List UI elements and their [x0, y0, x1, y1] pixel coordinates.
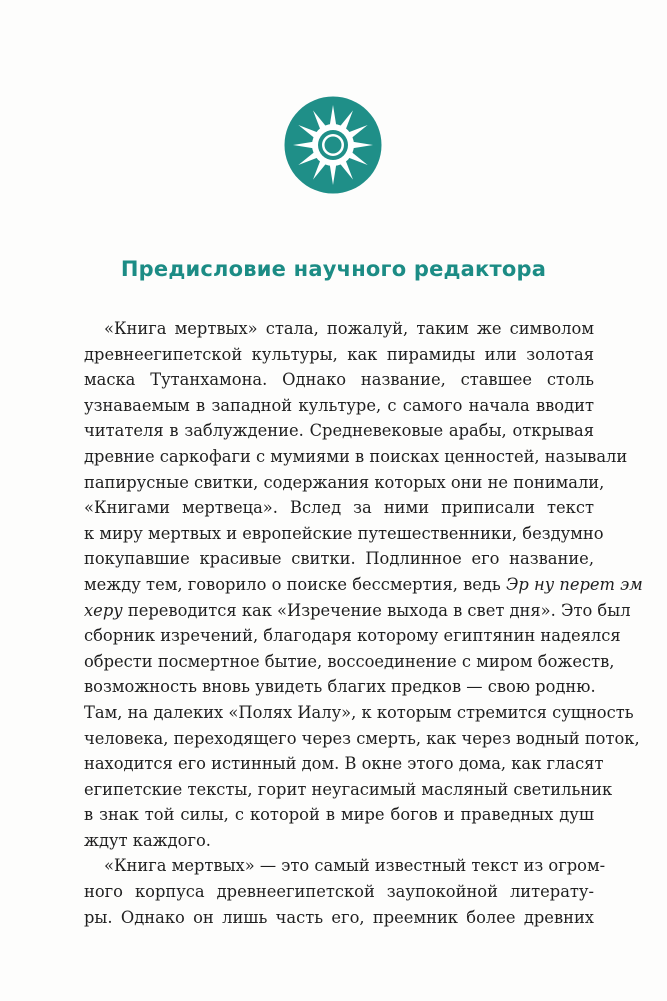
body-text	[84, 316, 643, 930]
text-run: между тем, говорило о поиске бессмертия, ведь	[84, 574, 506, 594]
text-line: находится его истинный дом. В окне этого дома, как гласят	[84, 754, 604, 774]
text-line: сборник изречений, благодаря которому египтянин надеялся	[84, 626, 621, 646]
text-line: «Книга мертвых» стала, пожалуй, таким же символом	[104, 319, 594, 338]
text-line: ры. Однако он лишь часть его, преемник более древних	[84, 907, 594, 927]
text-line-with-italic	[84, 572, 643, 598]
text-line: древнеегипетской культуры, как пирамиды или золотая	[84, 344, 594, 364]
text-line: ного корпуса древнеегипетской заупокойной литерату-	[84, 882, 594, 902]
text-line: Там, на далеких «Полях Иалу», к которым стремится сущность	[84, 702, 634, 722]
text-line: покупавшие красивые свитки. Подлинное его название,	[84, 549, 594, 569]
text-line: папирусные свитки, содержания которых они не понимали,	[84, 472, 605, 492]
text-line: ждут каждого.	[84, 830, 211, 850]
text-line-with-italic	[84, 598, 631, 624]
italic-title-run: Эр ну перет эм	[505, 574, 643, 594]
text-line: египетские тексты, горит неугасимый масляный светильник	[84, 779, 613, 799]
text-line: «Книгами мертвеца». Вслед за ними приписали текст	[84, 498, 594, 518]
text-line: читателя в заблуждение. Средневековые арабы, открывая	[84, 421, 594, 441]
italic-title-run: херу	[84, 600, 123, 620]
text-line: маска Тутанхамона. Однако название, ставшее столь	[84, 370, 594, 390]
text-line: человека, переходящего через смерть, как через водный поток,	[84, 728, 640, 748]
text-line: узнаваемым в западной культуре, с самого начала вводит	[84, 395, 594, 415]
text-line: возможность вновь увидеть благих предков — свою родню.	[84, 677, 596, 697]
sun-rosette-icon	[283, 95, 383, 195]
text-line: «Книга мертвых» — это самый известный текст из огром-	[104, 856, 606, 876]
text-line: к миру мертвых и европейские путешественники, бездумно	[84, 523, 604, 543]
text-line: обрести посмертное бытие, воссоединение с миром божеств,	[84, 651, 615, 671]
page-title: Предисловие научного редактора	[120, 257, 547, 281]
text-line: в знак той силы, с которой в мире богов и праведных душ	[84, 805, 594, 825]
text-run: переводится как «Изречение выхода в свет дня». Это был	[122, 600, 631, 620]
text-line: древние саркофаги с мумиями в поисках ценностей, называли	[84, 446, 628, 466]
